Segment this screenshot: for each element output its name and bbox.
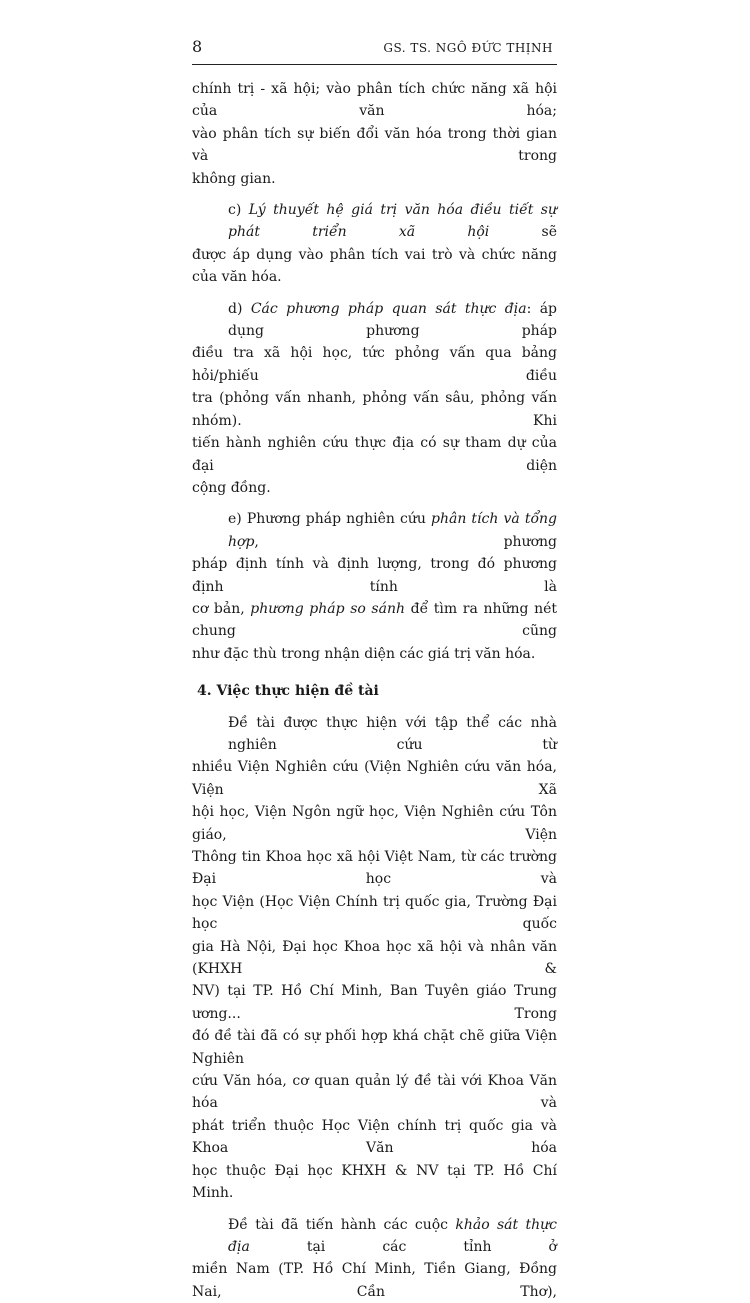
text-fragment: sẽ xyxy=(489,224,557,240)
text-line: miền Nam (TP. Hồ Chí Minh, Tiền Giang, Đồng Nai, Cần Thơ), xyxy=(192,1258,557,1303)
text-line: vào phân tích sự biến đổi văn hóa trong thời gian và trong xyxy=(192,123,557,168)
text-line: không gian. xyxy=(192,168,557,190)
emphasis: khảo sát thực địa xyxy=(228,1217,557,1255)
text-line: nhiều Viện Nghiên cứu (Viện Nghiên cứu văn hóa, Viện Xã xyxy=(192,756,557,801)
emphasis: phân tích và tổng hợp xyxy=(228,511,557,549)
text-line: đó đề tài đã có sự phối hợp khá chặt chẽ giữa Viện Nghiên xyxy=(192,1025,557,1070)
text-fragment: e) Phương pháp nghiên cứu xyxy=(228,511,431,527)
list-marker: c) xyxy=(228,202,249,218)
text-fragment: để tìm ra những nét chung cũng xyxy=(192,601,557,639)
text-line: Đề tài được thực hiện với tập thể các nhà nghiên cứu từ xyxy=(192,712,557,757)
page-header xyxy=(192,36,557,65)
text-line: gia Hà Nội, Đại học Khoa học xã hội và nhân văn (KHXH & xyxy=(192,936,557,981)
text-line: chính trị - xã hội; vào phân tích chức năng xã hội của văn hóa; xyxy=(192,78,557,123)
text-fragment: , phương xyxy=(254,534,557,550)
emphasis: phương pháp so sánh xyxy=(250,601,405,617)
text-line: được áp dụng vào phân tích vai trò và chức năng của văn hóa. xyxy=(192,244,557,289)
paragraph-5 xyxy=(192,712,557,1205)
text-line: như đặc thù trong nhận diện các giá trị văn hóa. xyxy=(192,643,557,665)
emphasis: Lý thuyết hệ giá trị văn hóa điều tiết sự phát triển xã hội xyxy=(228,202,557,240)
text-fragment: tại các tỉnh ở xyxy=(250,1239,557,1255)
text-fragment: cơ bản, xyxy=(192,601,250,617)
text-line xyxy=(192,1214,557,1259)
text-line xyxy=(192,508,557,553)
paragraph-1 xyxy=(192,78,557,190)
text-line: NV) tại TP. Hồ Chí Minh, Ban Tuyên giáo Trung ương... Trong xyxy=(192,980,557,1025)
paragraph-3 xyxy=(192,298,557,500)
paragraph-2 xyxy=(192,199,557,289)
text-fragment: Đề tài đã tiến hành các cuộc xyxy=(228,1217,455,1233)
paragraph-6 xyxy=(192,1214,557,1303)
text-line: phát triển thuộc Học Viện chính trị quốc gia và Khoa Văn hóa xyxy=(192,1115,557,1160)
page-body xyxy=(192,78,557,1303)
text-line: tiến hành nghiên cứu thực địa có sự tham dự của đại diện xyxy=(192,432,557,477)
list-marker: d) xyxy=(228,301,251,317)
text-line: tra (phỏng vấn nhanh, phỏng vấn sâu, phỏng vấn nhóm). Khi xyxy=(192,387,557,432)
text-line: học Viện (Học Viện Chính trị quốc gia, Trường Đại học quốc xyxy=(192,891,557,936)
section-heading: 4. Việc thực hiện đề tài xyxy=(192,680,557,702)
paragraph-4 xyxy=(192,508,557,665)
text-line: hội học, Viện Ngôn ngữ học, Viện Nghiên cứu Tôn giáo, Viện xyxy=(192,801,557,846)
text-line: Thông tin Khoa học xã hội Việt Nam, từ các trường Đại học và xyxy=(192,846,557,891)
text-fragment: : áp dụng phương pháp xyxy=(228,301,557,339)
text-line xyxy=(192,199,557,244)
text-line: học thuộc Đại học KHXH & NV tại TP. Hồ Chí Minh. xyxy=(192,1160,557,1205)
text-line: pháp định tính và định lượng, trong đó phương định tính là xyxy=(192,553,557,598)
text-line: cộng đồng. xyxy=(192,477,557,499)
text-line: cứu Văn hóa, cơ quan quản lý đề tài với Khoa Văn hóa và xyxy=(192,1070,557,1115)
page-number: 8 xyxy=(192,36,202,58)
running-head: GS. TS. NGÔ ĐỨC THỊNH xyxy=(383,38,553,58)
text-line xyxy=(192,598,557,643)
emphasis: Các phương pháp quan sát thực địa xyxy=(251,301,527,317)
text-line: điều tra xã hội học, tức phỏng vấn qua bảng hỏi/phiếu điều xyxy=(192,342,557,387)
text-line xyxy=(192,298,557,343)
